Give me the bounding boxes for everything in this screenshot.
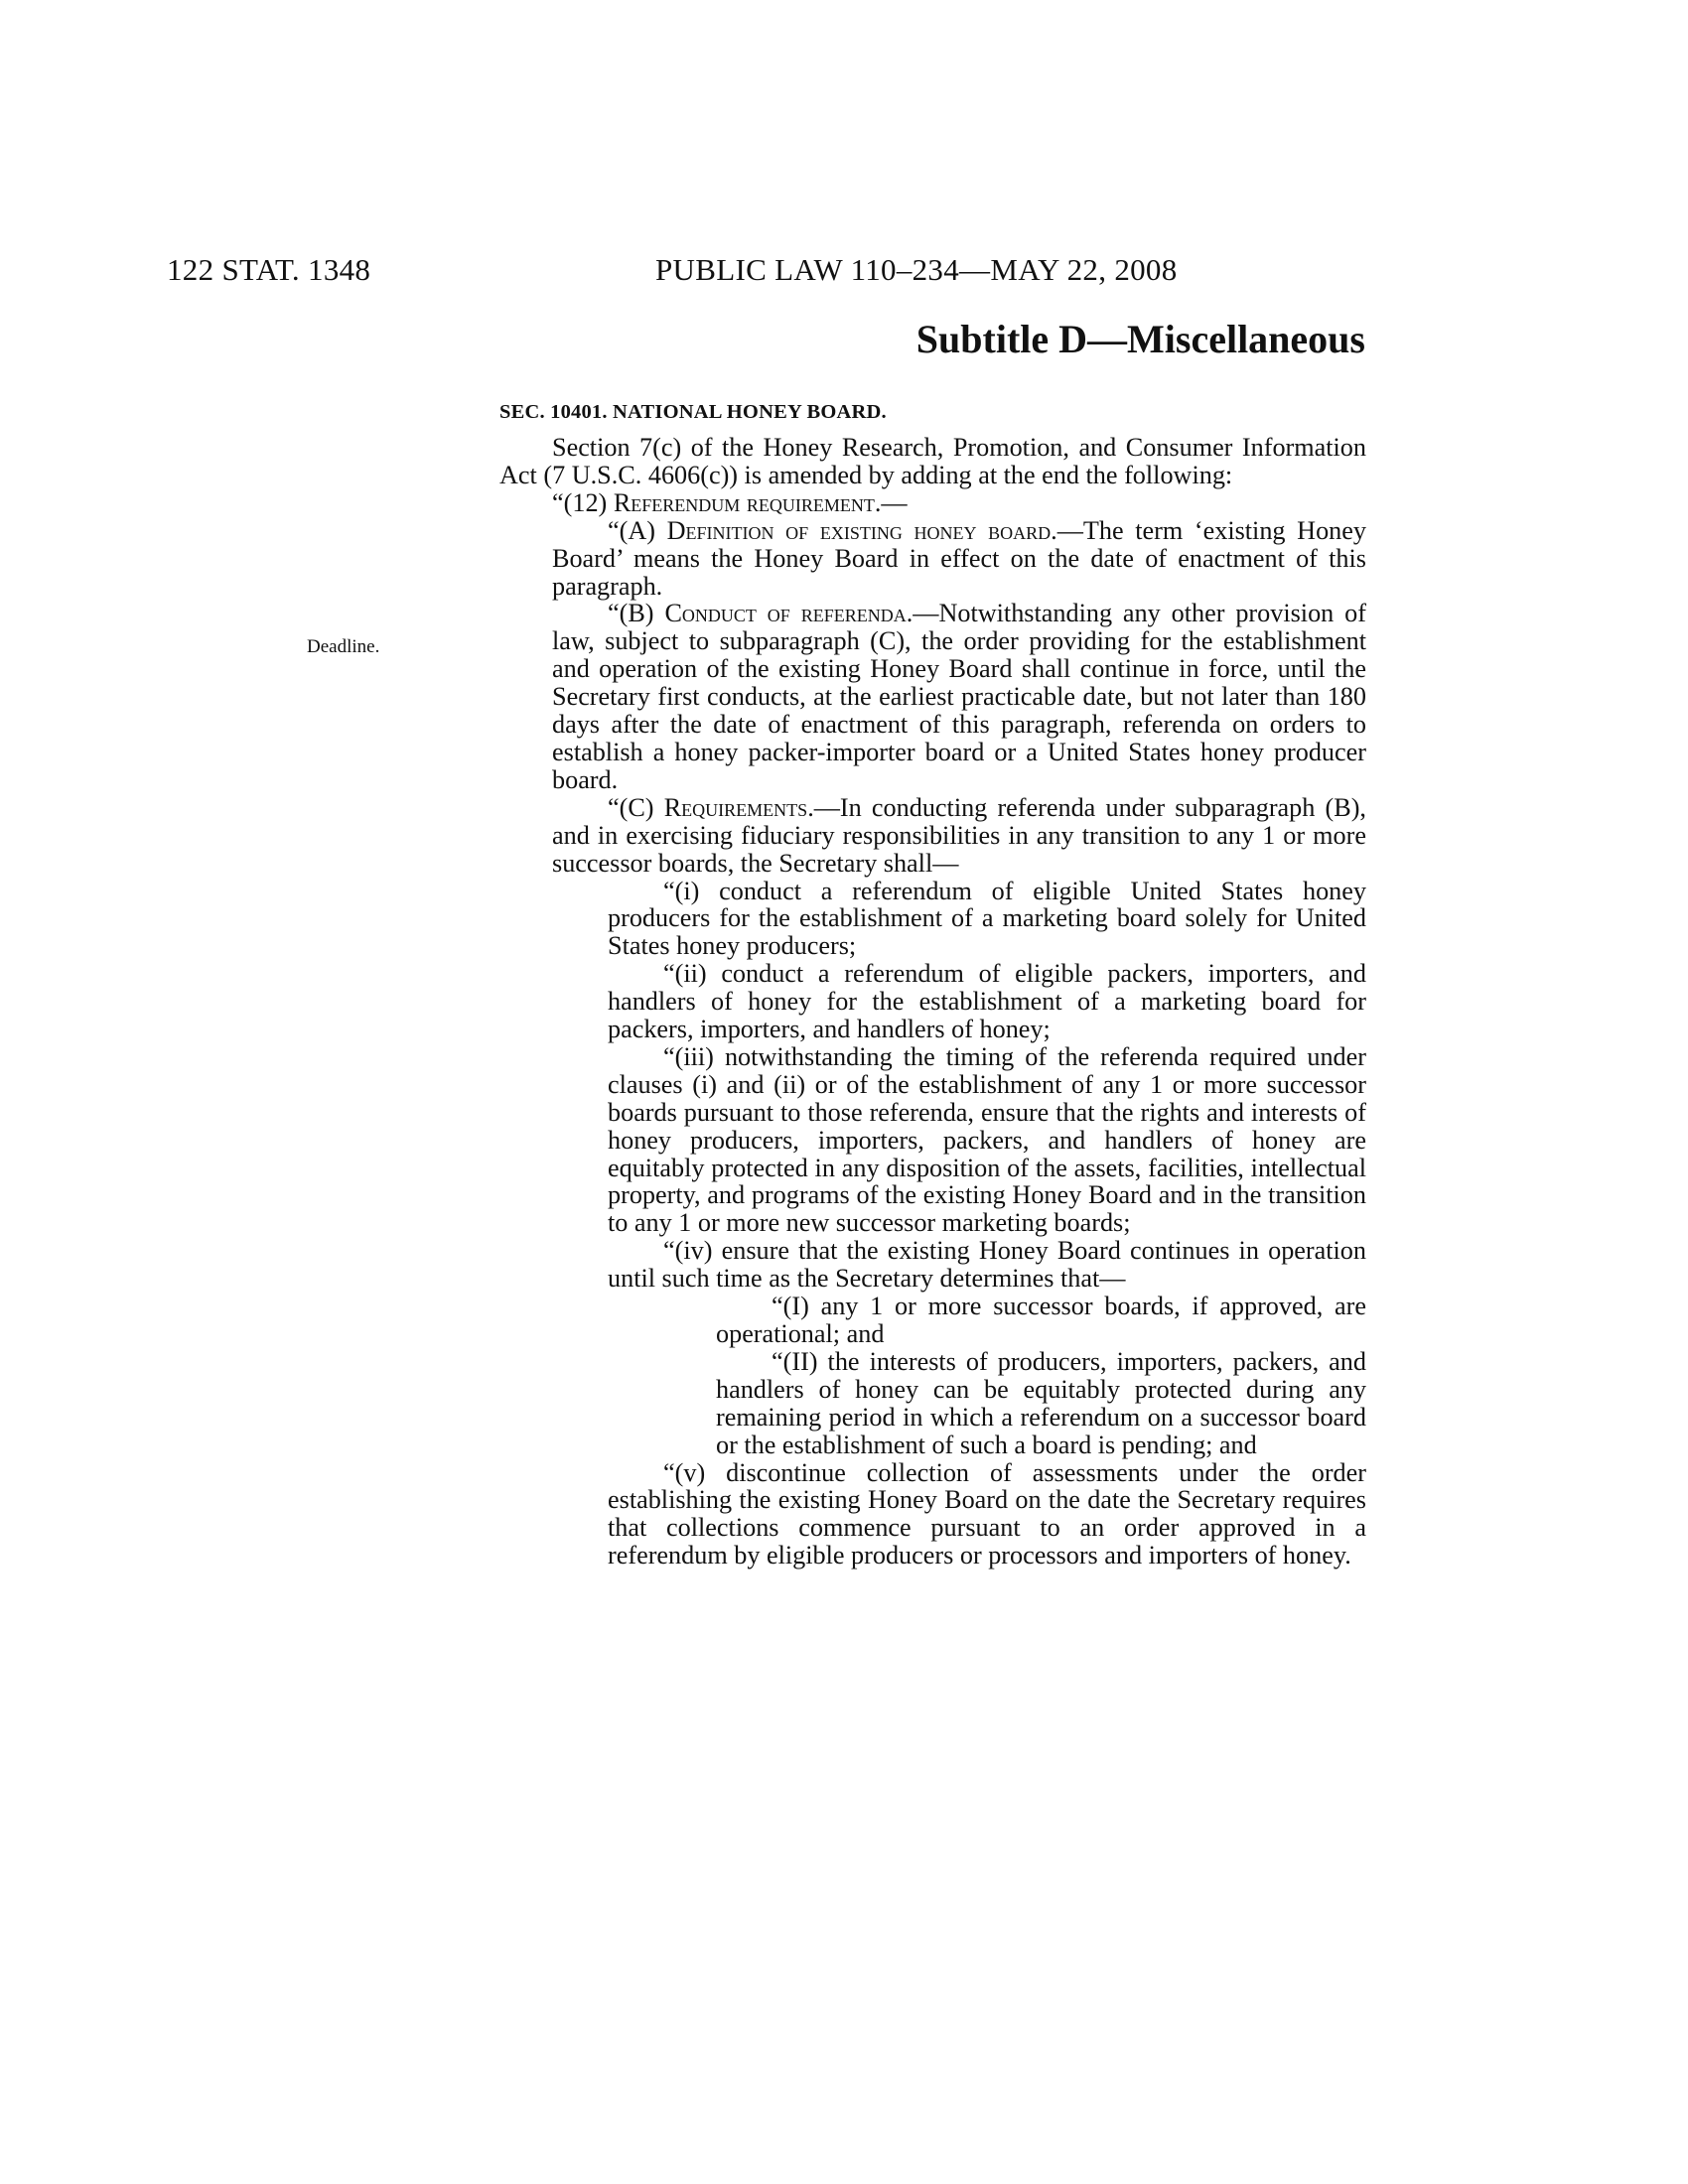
subtitle-heading bbox=[0, 316, 1365, 362]
subparagraph-b-heading: Conduct of referenda bbox=[664, 599, 907, 628]
margin-note-deadline: Deadline. bbox=[307, 636, 380, 657]
subparagraph-a bbox=[499, 517, 1366, 601]
paragraph-12-suffix: .— bbox=[874, 487, 908, 517]
subparagraph-c-text: .—In conducting referenda under subparagraph (B), and in exercising fiduciary responsibilities in any transition to any 1 or more successor boards, the Secretary shall— bbox=[552, 792, 1366, 878]
subparagraph-b-prefix: “(B) bbox=[608, 599, 665, 628]
subtitle-text: Subtitle D—Miscellaneous bbox=[915, 317, 1365, 361]
subparagraph-b bbox=[499, 600, 1366, 793]
subparagraph-c-heading: Requirements bbox=[663, 792, 808, 822]
clause-v: “(v) discontinue collection of assessments under the order establishing the existing Honey Board on the date the Secretary requires that collections commence pursuant to an order approved in a referendum by eligible producers or processors and importers of honey. bbox=[608, 1457, 1366, 1570]
subparagraph-c-prefix: “(C) bbox=[608, 792, 664, 822]
subparagraph-c bbox=[499, 794, 1366, 878]
subparagraph-b-text: .—Notwithstanding any other provision of law, subject to subparagraph (C), the order providing for the establishment and operation of the existing Honey Board shall continue in force, until the Secretary first conducts, at the earliest practicable date, but not later than 180 days after the date of enactment of this paragraph, referenda on orders to establish a honey packer-importer board or a United States honey producer board. bbox=[552, 599, 1366, 794]
subclause-i: “(I) any 1 or more successor boards, if approved, are operational; and bbox=[716, 1292, 1366, 1348]
paragraph-12-prefix: “(12) bbox=[552, 487, 614, 517]
paragraph-12-heading: Referendum requirement bbox=[613, 487, 875, 517]
stat-reference: 122 STAT. 1348 bbox=[167, 252, 371, 287]
clause-iii: “(iii) notwithstanding the timing of the referenda required under clauses (i) and (ii) or of the establishment of any 1 or more successor boards pursuant to those referenda, ensure that the rights and interests of honey producers, importers, packers, and handlers of honey are equitably protected in any disposition of the assets, facilities, intellectual property, and programs of the existing Honey Board and in the transition to any 1 or more new successor marketing boards; bbox=[608, 1041, 1366, 1238]
subparagraph-a-heading: Definition of existing honey board bbox=[666, 515, 1052, 545]
intro-paragraph: Section 7(c) of the Honey Research, Promotion, and Consumer Information Act (7 U.S.C. 4606(c)) is amended by adding at the end the following: bbox=[499, 433, 1366, 489]
clause-ii: “(ii) conduct a referendum of eligible packers, importers, and handlers of honey for the establishment of a marketing board for packers, importers, and handlers of honey; bbox=[608, 959, 1366, 1044]
subclause-ii: “(II) the interests of producers, importers, packers, and handlers of honey can be equitably protected during any remaining period in which a referendum on a successor board or the establishment of such a board is pending; and bbox=[716, 1346, 1366, 1459]
paragraph-12 bbox=[499, 489, 1366, 517]
subparagraph-a-prefix: “(A) bbox=[608, 515, 667, 545]
section-body bbox=[499, 434, 1366, 1570]
clause-i: “(i) conduct a referendum of eligible United States honey producers for the establishment of a marketing board solely for United States honey producers; bbox=[608, 876, 1366, 961]
clause-iv: “(iv) ensure that the existing Honey Board continues in operation until such time as the Secretary determines that— bbox=[608, 1236, 1366, 1294]
subparagraph-a-text: .—The term ‘existing Honey Board’ means the Honey Board in effect on the date of enactment of this paragraph. bbox=[552, 515, 1366, 601]
section-heading: SEC. 10401. NATIONAL HONEY BOARD. bbox=[499, 401, 887, 423]
public-law-header: PUBLIC LAW 110–234—MAY 22, 2008 bbox=[655, 252, 1178, 287]
